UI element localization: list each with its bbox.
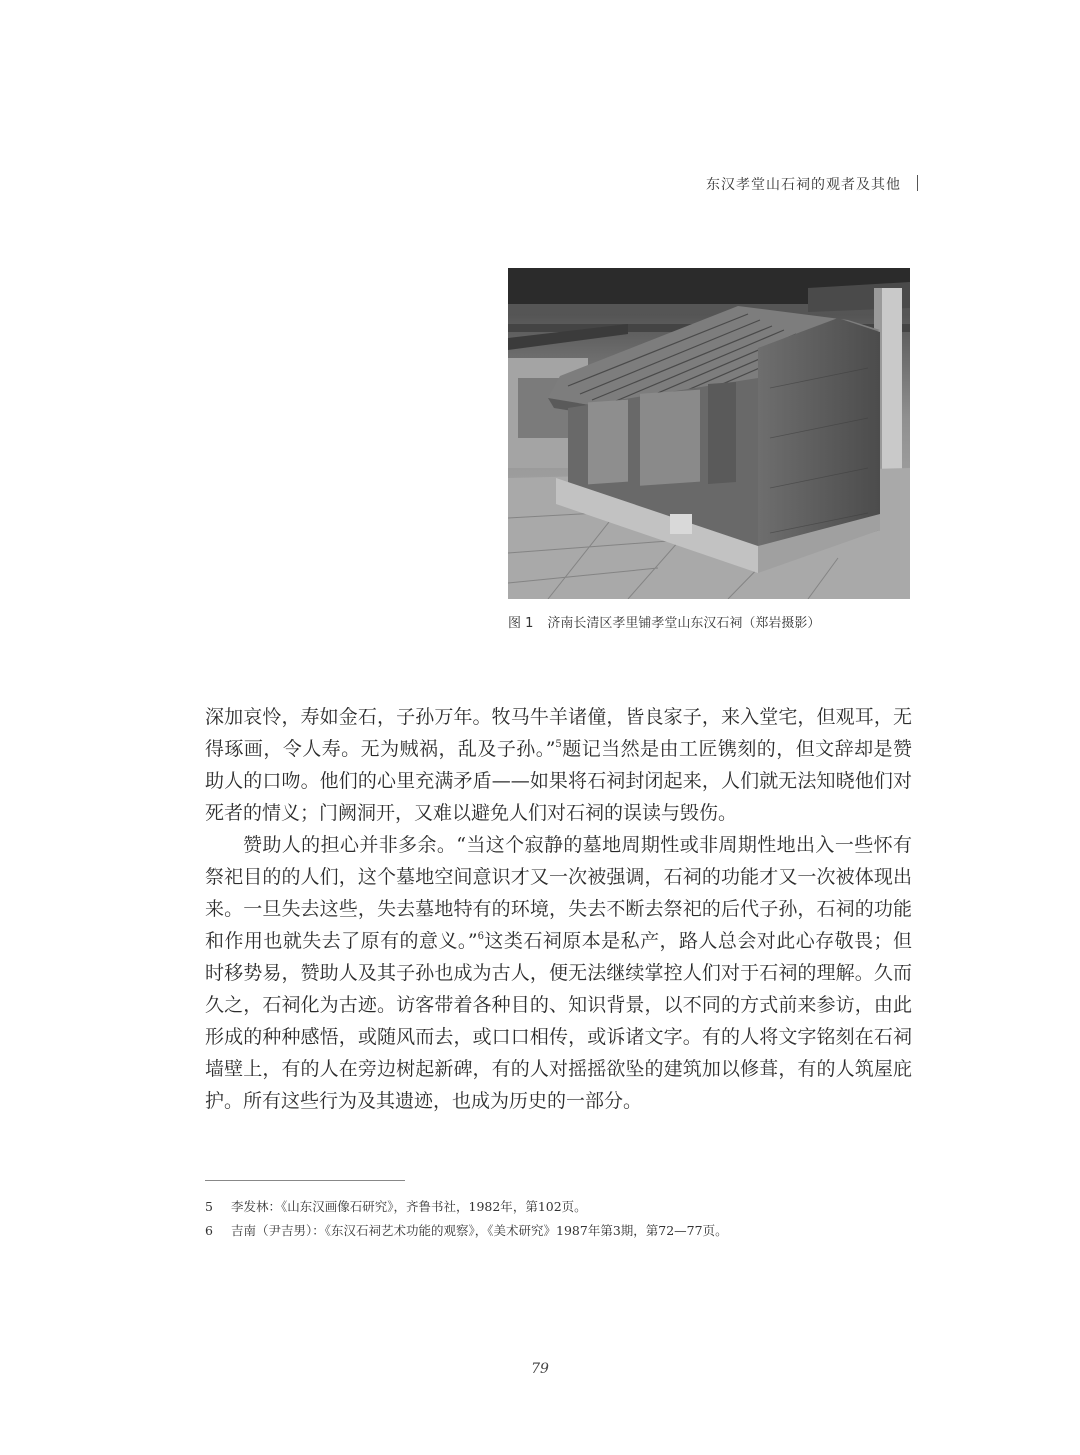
footnote-6 [205,1219,925,1243]
footnote-text: 吉南（尹吉男）：《东汉石祠艺术功能的观察》，《美术研究》1987年第3期，第72—77页。 [231,1223,728,1238]
figure-caption-number: 图 1 [508,616,534,631]
footnote-divider [205,1180,405,1181]
body-text [205,701,912,1117]
footnote-ref-6[interactable]: 6 [477,931,484,942]
paragraph-2 [205,829,912,1117]
footnote-number: 6 [205,1223,213,1238]
footnote-number: 5 [205,1199,213,1214]
footnotes [205,1195,925,1243]
header-separator [917,175,918,191]
running-header [600,174,918,200]
figure-caption-text: 济南长清区孝里铺孝堂山东汉石祠（郑岩摄影） [547,616,821,631]
page-number: 79 [531,1361,549,1377]
footnote-ref-5[interactable]: 5 [555,739,562,750]
paragraph-1-part-a: 深加哀怜，寿如金石，子孙万年。牧马牛羊诸僮，皆良家子，来入堂宅，但观耳，无得琢画，令人寿。无为贼祸，乱及子孙。” [205,706,912,760]
footnote-text: 李发林：《山东汉画像石研究》，齐鲁书社，1982年，第102页。 [231,1199,587,1214]
shrine-photo-illustration [508,268,910,599]
footnote-5 [205,1195,925,1219]
figure-caption [508,612,928,631]
paragraph-2-part-a: 赞助人的担心并非多余。“当这个寂静的墓地周期性或非周期性地出入一些怀有祭祀目的的人们，这个墓地空间意识才又一次被强调，石祠的功能才又一次被体现出来。一旦失去这些，失去墓地特有的环境，失去不断去祭祀的后代子孙，石祠的功能和作用也就失去了原有的意义。” [205,834,912,952]
running-header-title: 东汉孝堂山石祠的观者及其他 [706,177,901,193]
paragraph-1 [205,701,912,829]
paragraph-1-part-b: 题记当然是由工匠镌刻的，但文辞却是赞助人的口吻。他们的心里充满矛盾——如果将石祠封闭起来，人们就无法知晓他们对死者的情义；门阙洞开，又难以避免人们对石祠的误读与毁伤。 [205,738,912,824]
figure-photo [508,268,910,599]
paragraph-2-part-b: 这类石祠原本是私产，路人总会对此心存敬畏；但时移势易，赞助人及其子孙也成为古人，便无法继续掌控人们对于石祠的理解。久而久之，石祠化为古迹。访客带着各种目的、知识背景，以不同的方式前来参访，由此形成的种种感悟，或随风而去，或口口相传，或诉诸文字。有的人将文字铭刻在石祠墙壁上，有的人在旁边树起新碑，有的人对摇摇欲坠的建筑加以修葺，有的人筑屋庇护。所有这些行为及其遗迹，也成为历史的一部分。 [205,930,912,1112]
